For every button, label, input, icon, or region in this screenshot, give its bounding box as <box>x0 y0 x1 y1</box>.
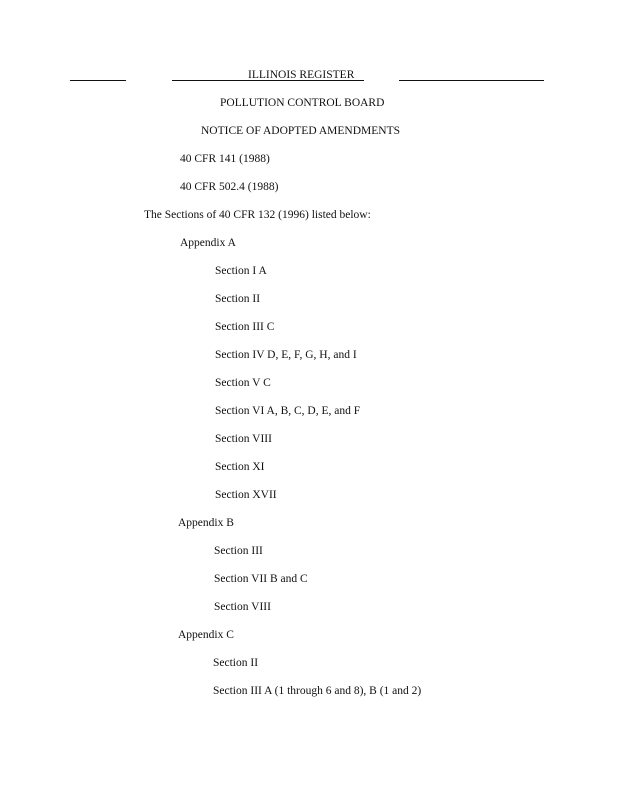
appendix-a-section: Section XI <box>215 461 265 473</box>
header-rule-right <box>399 80 544 81</box>
intro-text: The Sections of 40 CFR 132 (1996) listed below: <box>144 209 371 221</box>
appendix-a-section: Section IV D, E, F, G, H, and I <box>215 349 357 361</box>
appendix-a-section: Section III C <box>215 321 275 333</box>
header-rule-left <box>70 80 126 81</box>
appendix-b-title: Appendix B <box>178 517 234 529</box>
appendix-a-title: Appendix A <box>180 237 236 249</box>
appendix-a-section: Section I A <box>215 265 267 277</box>
cfr-reference: 40 CFR 141 (1988) <box>180 153 270 165</box>
register-title: ILLINOIS REGISTER <box>248 69 355 81</box>
appendix-a-section: Section VIII <box>215 433 272 445</box>
appendix-b-section: Section III <box>214 545 263 557</box>
appendix-b-section: Section VIII <box>214 601 271 613</box>
appendix-c-title: Appendix C <box>178 629 234 641</box>
appendix-a-section: Section V C <box>215 377 271 389</box>
cfr-reference: 40 CFR 502.4 (1988) <box>180 181 279 193</box>
appendix-b-section: Section VII B and C <box>214 573 308 585</box>
appendix-a-section: Section VI A, B, C, D, E, and F <box>215 405 361 417</box>
appendix-c-section: Section III A (1 through 6 and 8), B (1 and 2) <box>213 685 422 697</box>
board-name: POLLUTION CONTROL BOARD <box>220 97 385 109</box>
appendix-a-section: Section II <box>215 293 261 305</box>
notice-title: NOTICE OF ADOPTED AMENDMENTS <box>201 125 401 137</box>
appendix-a-section: Section XVII <box>215 489 277 501</box>
appendix-c-section: Section II <box>213 657 259 669</box>
